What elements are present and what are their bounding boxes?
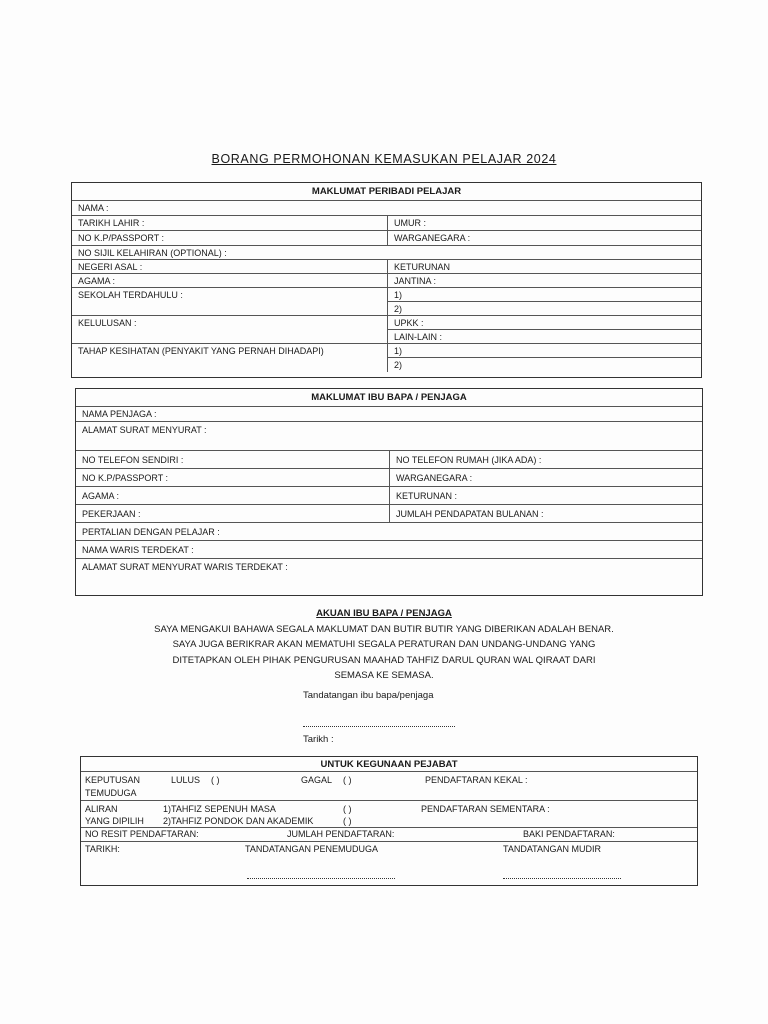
declaration-block [0,606,768,684]
stream-label: ALIRAN [85,804,118,814]
student-prev-school-field[interactable]: SEKOLAH TERDAHULU : [78,290,183,300]
pass-label: LULUS [171,775,201,785]
stream-option-1-label: 1)TAHFIZ SEPENUH MASA [163,804,276,814]
student-religion-field[interactable]: AGAMA : [78,275,116,286]
interview-result-label: KEPUTUSAN [85,775,141,785]
student-dob-field[interactable]: TARIKH LAHIR : [78,218,145,228]
pass-checkbox[interactable]: ( ) [211,775,220,785]
office-use-table [80,756,698,886]
student-race-field[interactable]: KETURUNAN [387,260,701,273]
guardian-occupation-field[interactable]: PEKERJAAN : [82,508,141,519]
student-other-field[interactable]: LAIN-LAIN : [387,330,701,344]
student-info-table [71,182,702,378]
student-state-field[interactable]: NEGERI ASAL : [78,261,143,272]
signature-line[interactable] [303,726,455,727]
next-of-kin-field[interactable]: NAMA WARIS TERDEKAT : [82,544,194,555]
next-of-kin-address-field[interactable]: ALAMAT SURAT MENYURAT WARIS TERDEKAT : [82,562,288,572]
permanent-registration-field[interactable]: PENDAFTARAN KEKAL : [425,775,528,785]
declaration-line-3: DITETAPKAN OLEH PIHAK PENGURUSAN MAAHAD TAHFIZ DARUL QURAN WAL QIRAAT DARI [172,654,596,666]
declaration-line-2: SAYA JUGA BERIKRAR AKAN MEMATUHI SEGALA PERATURAN DAN UNDANG-UNDANG YANG [172,639,596,650]
guardian-name-field[interactable]: NAMA PENJAGA : [82,409,157,419]
student-health-2-field[interactable]: 2) [387,358,701,372]
guardian-phone-field[interactable]: NO TELEFON SENDIRI : [82,454,184,465]
guardian-ic-field[interactable]: NO K.P/PASSPORT : [82,472,169,483]
student-nationality-field[interactable]: WARGANEGARA : [387,231,701,245]
student-name-field[interactable]: NAMA : [78,203,109,213]
student-ic-field[interactable]: NO K.P/PASSPORT : [78,233,165,243]
form-title: BORANG PERMOHONAN KEMASUKAN PELAJAR 2024 [211,152,557,166]
fail-label: GAGAL [301,775,333,785]
student-health-1-field[interactable]: 1) [387,344,701,358]
guardian-address-field[interactable]: ALAMAT SURAT MENYURAT : [82,425,207,435]
guardian-religion-field[interactable]: AGAMA : [82,490,120,501]
student-header: MAKLUMAT PERIBADI PELAJAR [72,183,701,201]
fail-checkbox[interactable]: ( ) [343,775,352,785]
office-date-field[interactable]: TARIKH: [85,844,120,854]
declaration-line-1: SAYA MENGAKUI BAHAWA SEGALA MAKLUMAT DAN BUTIR BUTIR YANG DIBERIKAN ADALAH BENAR. [154,623,614,635]
guardian-home-phone-field[interactable]: NO TELEFON RUMAH (JIKA ADA) : [389,451,702,468]
student-upkk-field[interactable]: UPKK : [387,316,701,330]
declaration-heading: AKUAN IBU BAPA / PENJAGA [316,608,452,619]
registration-balance-field[interactable]: BAKI PENDAFTARAN: [523,829,615,839]
guardian-income-field[interactable]: JUMLAH PENDAPATAN BULANAN : [389,505,702,522]
declaration-line-4: SEMASA KE SEMASA. [334,670,434,681]
student-school-1-field[interactable]: 1) [387,288,701,302]
student-gender-field[interactable]: JANTINA : [387,274,701,287]
receipt-number-field[interactable]: NO RESIT PENDAFTARAN: [85,829,199,839]
guardian-race-field[interactable]: KETURUNAN : [389,487,702,504]
interview-label: TEMUDUGA [85,788,137,798]
student-birth-cert-field[interactable]: NO SIJIL KELAHIRAN (OPTIONAL) : [78,247,227,258]
mudir-signature-label: TANDATANGAN MUDIR [503,844,601,854]
signature-label: Tandatangan ibu bapa/penjaga [303,690,434,701]
temporary-registration-field[interactable]: PENDAFTARAN SEMENTARA : [421,804,550,814]
guardian-relation-field[interactable]: PERTALIAN DENGAN PELAJAR : [82,526,220,537]
stream-option-1-checkbox[interactable]: ( ) [343,804,352,814]
guardian-nationality-field[interactable]: WARGANEGARA : [389,469,702,486]
chosen-label: YANG DIPILIH [85,816,144,826]
student-school-2-field[interactable]: 2) [387,302,701,316]
stream-option-2-label: 2)TAHFIZ PONDOK DAN AKADEMIK [163,816,314,826]
student-health-field[interactable]: TAHAP KESIHATAN (PENYAKIT YANG PERNAH DIHADAPI) [78,346,324,356]
parent-info-table [75,388,703,596]
registration-amount-field[interactable]: JUMLAH PENDAFTARAN: [287,829,395,839]
student-age-field[interactable]: UMUR : [387,216,701,230]
stream-option-2-checkbox[interactable]: ( ) [343,816,352,826]
date-label: Tarikh : [303,734,334,745]
parent-header: MAKLUMAT IBU BAPA / PENJAGA [76,389,702,407]
mudir-signature-line[interactable] [503,878,621,879]
office-header: UNTUK KEGUNAAN PEJABAT [81,757,697,772]
interviewer-signature-line[interactable] [247,878,395,879]
interviewer-signature-label: TANDATANGAN PENEMUDUGA [245,844,379,854]
student-qualification-field[interactable]: KELULUSAN : [78,318,137,328]
